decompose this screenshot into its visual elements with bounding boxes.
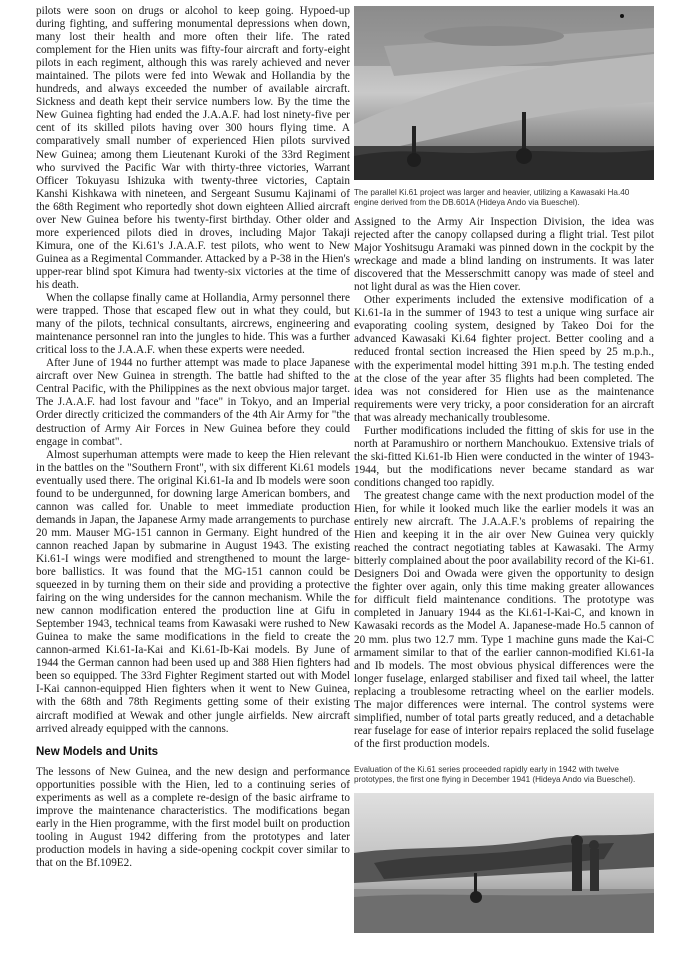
body-paragraph: After June of 1944 no further attempt was made to place Japanese aircraft over New Guinea in strength. The battle had shifted to the Central Pacific, with the Philippines as the next obvious major target. The J.A.A.F. had lost favour and "face" in Tokyo, and an Imperial Order directly criticized the commanders of the 4th Air Army for "the destruction of Army Air Forces in New Guinea before they could engage in combat". [36, 357, 350, 448]
body-paragraph: Further modifications included the fitting of skis for use in the north at Paramushiro or northern Manchoukuo. Extensive trials of the ski-fitted Ki.61-Ib Hien were conducted in the winter of 1943-1944, but the modifications never became standard as war conditions changed too rapidly. [354, 424, 654, 489]
body-paragraph: The lessons of New Guinea, and the new design and performance opportunities possible with the Hien, led to a continuing series of experiments as well as a complete re-design of the basic airframe to improve the maintenance characteristics. The modifications began early in the Hien programme, with the first model built on production tooling in August 1942 differing from the prototypes and later production models in having a side-opening cockpit cover similar to that on the Bf.109E2. [36, 765, 350, 869]
body-paragraph: Other experiments included the extensive modification of a Ki.61-Ia in the summer of 1943 to test a unique wing surface air evaporating cooling system, designed by Takeo Doi for the advanced Kawasaki Ki.64 fighter project. Better cooling and a reduced frontal section increased the Hien speed by 25 m.p.h., with the experimental model hitting 391 m.p.h. The testing ended at the close of the year after 35 flights had been completed. The idea was not considered for Hien use as the maintenance requirements were very tricky, a poor consideration for an aircraft that was already mechanically troublesome. [354, 294, 654, 424]
airfield-photo-illustration [354, 793, 654, 933]
photo-bottom [354, 793, 654, 933]
photo-top [354, 6, 654, 180]
photo-caption: Evaluation of the Ki.61 series proceeded rapidly early in 1942 with twelve prototypes, the first one flying in December 1941 (Hideya Ando via Bueschel). [354, 764, 636, 784]
photo-caption: The parallel Ki.61 project was larger and heavier, utilizing a Kawasaki Ha.40 engine derived from the DB.601A (Hideya Ando via Bueschel). [354, 188, 630, 207]
body-paragraph: The greatest change came with the next production model of the Hien, for while it looked much like the earlier models it was an entirely new aircraft. The J.A.A.F.'s problems of repairing the Hien and keeping it in the air over New Guinea very quickly reached the contract negotiating tables at Kawasaki. The Army bitterly complained about the poor availability record of the Ki-61. Designers Doi and Owada were given the opportunity to design the fighter over again, only this time making greater allowances for difficult field maintenance conditions. The prototype was completed in January 1944 as the Ki.61-I-Kai-C, and known in Kawasaki records as the Model A. Japanese-made Ho.5 cannon of 20 mm. plus two 12.7 mm. Type 1 machine guns made the Kai-C armament similar to that of the earlier cannon-modified Ki.61-Ia and Ib models. The most obvious physical differences were the longer fuselage, enlarged stabiliser and fixed tail wheel, the latter replacing a troublesome retracting wheel on the earlier models. The major differences were internal. The control systems were simplified, number of total parts greatly reduced, and a detachable rear fuselage for ease of interior repairs replaced the solid fuselage of the first production models. [354, 489, 654, 750]
aircraft-photo-illustration [354, 6, 654, 180]
body-paragraph: Almost superhuman attempts were made to keep the Hien relevant in the battles on the "Southern Front", with six different Ki.61 models eventually used there. The original Ki.61-Ia and Ib models were soon found to be undergunned, for downing large American bombers, and cannon was called for. Unable to meet immediate production demands in Japan, the Japanese Army made arrangements to purchase 20 mm. Mauser MG-151 cannon in Germany. Eight hundred of the cannon reached Japan by submarine in August 1943. The existing Ki.61-I wings were modified and strengthened to mount the large-bore ballistics. It was found that the MG-151 cannon could be squeezed in by turning them on their side and providing a protective fairing on the wing undersides for the cannon mechanism. While the new cannon modification entered the production line at Gifu in September 1943, technical teams from Kawasaki were rushed to New Guinea to make the same modifications in the field to create the cannon-armed Ki.61-Ia-Kai and Ki.61-Ib-Kai models. By June of 1944 the German cannon had been used up and 388 Hien fighters had been so equipped. The 33rd Fighter Regiment started out with Model I-Kai cannon-equipped Hien fighters when it went to New Guinea, with the 68th and 78th Regiments getting some of their existing aircraft modified at Wewak and other jungle airfields. New aircraft arrived already equipped with the cannons. [36, 448, 350, 735]
body-paragraph: Assigned to the Army Air Inspection Division, the idea was rejected after the canopy collapsed during a flight trial. Test pilot Major Yoshitsugu Aramaki was pinned down in the cockpit by the wreckage and made a blind landing on instruments. It was later discovered that the Messerschmitt canopy was made of steel and not light dural as was the Hien cover. [354, 216, 654, 294]
left-column [36, 5, 350, 870]
right-column [354, 6, 654, 933]
section-heading: New Models and Units [36, 745, 159, 758]
body-paragraph: pilots were soon on drugs or alcohol to keep going. Hypoed-up during fighting, and suffering monumental depressions when down, many lost their health and more often their life. The rated complement for the Hien units was fifty-four aircraft and forty-eight pilots in each regiment, although this was rarely achieved and never maintained. The pilots were fed into Wewak and Hollandia by the hundreds, and always exceeded the number of available aircraft. Sickness and death kept their service numbers low. By the time the New Guinea fighting had ended the J.A.A.F. had lost ninety-five per cent of its skilled pilots having over 300 hours flying time. A comparatively small number of experienced Hien pilots survived New Guinea; among them Lieutenant Kuroki of the 33rd Regiment who survived the Pacific War with thirty-three victories, Warrant Officer Tokuyasu Ishizuka with twenty-three victories, Captain Kanshi Kishkawa with nineteen, and Sergeant Susumu Kajinami of the 68th Regiment who reportedly shot down eighteen Allied aircraft over New Guinea before his twenty-first birthday. Other older and more experienced pilots died in droves, including Major Takaji Kimura, one of the Ki.61's J.A.A.F. test pilots, who went to New Guinea as a Regimental Commander. Attacked by a P-38 in the Hien's upper-rear blind spot Kimura had twenty-six victories at the time of his death. [36, 5, 350, 291]
body-paragraph: When the collapse finally came at Hollandia, Army personnel there were trapped. Those that escaped flew out in what they could, but many of the pilots, technical consultants, aircrews, engineering and maintenance personnel ran into the jungles to hide. This was a further critical loss to the J.A.A.F. when these experts were needed. [36, 292, 350, 357]
